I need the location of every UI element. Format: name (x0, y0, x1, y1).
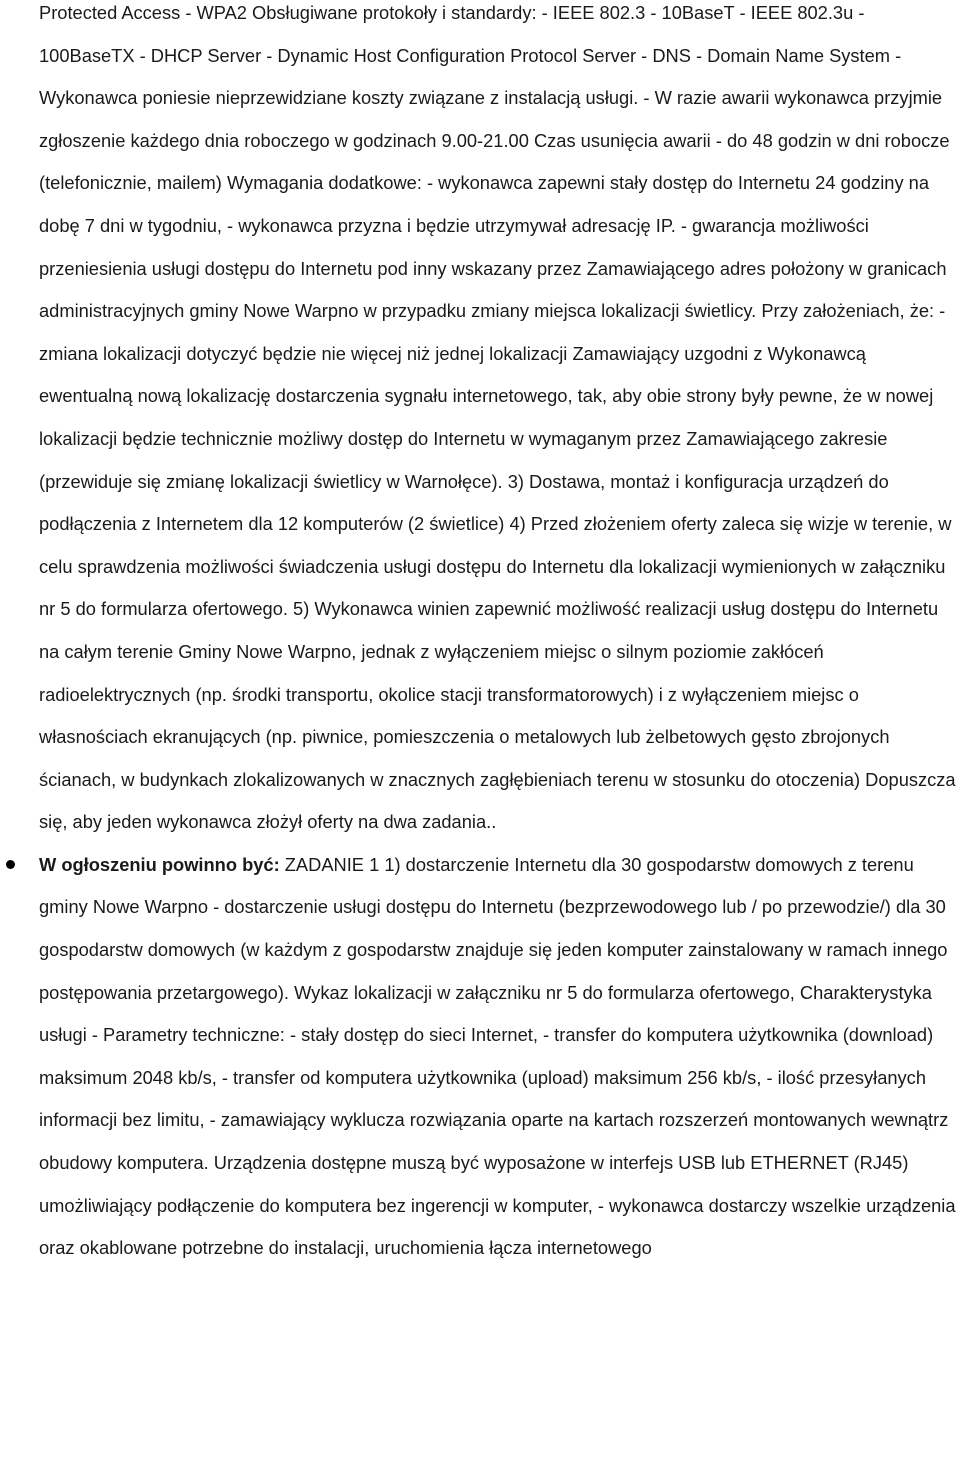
paragraph: Protected Access - WPA2 Obsługiwane protokoły i standardy: - IEEE 802.3 - 10BaseT - IEEE 802.3u - 100BaseTX - DHCP Server - Dynamic Host Configuration Protocol Server - DNS - Domain Name System - Wykonawca poniesie nieprzewidziane koszty związane z instalacją usługi. - W razie awarii wykonawca przyjmie zgłoszenie każdego dnia roboczego w godzinach 9.00-21.00 Czas usunięcia awarii - do 48 godzin w dni robocze (telefonicznie, mailem) Wymagania dodatkowe: - wykonawca zapewni stały dostęp do Internetu 24 godziny na dobę 7 dni w tygodniu, - wykonawca przyzna i będzie utrzymywał adresację IP. - gwarancja możliwości przeniesienia usługi dostępu do Internetu pod inny wskazany przez Zamawiającego adres położony w granicach administracyjnych gminy Nowe Warpno w przypadku zmiany miejsca lokalizacji świetlicy. Przy założeniach, że: - zmiana lokalizacji dotyczyć będzie nie więcej niż jednej lokalizacji Zamawiający uzgodni z Wykonawcą ewentualną nową lokalizację dostarczenia sygnału internetowego, tak, aby obie strony były pewne, że w nowej lokalizacji będzie technicznie możliwy dostęp do Internetu w wymaganym przez Zamawiającego zakresie (przewiduje się zmianę lokalizacji świetlicy w Warnołęce). 3) Dostawa, montaż i konfiguracja urządzeń do podłączenia z Internetem dla 12 komputerów (2 świetlice) 4) Przed złożeniem oferty zaleca się wizje w terenie, w celu sprawdzenia możliwości świadczenia usługi dostępu do Internetu dla lokalizacji wymienionych w załączniku nr 5 do formularza ofertowego. 5) Wykonawca winien zapewnić możliwość realizacji usług dostępu do Internetu na całym terenie Gminy Nowe Warpno, jednak z wyłączeniem miejsc o silnym poziomie zakłóceń radioelektrycznych (np. środki transportu, okolice stacji transformatorowych) i z wyłączeniem miejsc o własnościach ekranujących (np. piwnice, pomieszczenia o metalowych lub żelbetowych gęsto zbrojonych ścianach, w budynkach zlokalizowanych w znacznych zagłębieniach terenu w stosunku do otoczenia) Dopuszcza się, aby jeden wykonawca złożył oferty na dwa zadania.. (39, 2, 956, 833)
bullet-list-item (39, 844, 960, 1270)
bullet-lead-bold: W ogłoszeniu powinno być: (39, 853, 280, 875)
bullet-icon (6, 860, 15, 869)
document-body (39, 0, 960, 1270)
bullet-text: ZADANIE 1 1) dostarczenie Internetu dla 30 gospodarstw domowych z terenu gminy Nowe Warpno - dostarczenie usługi dostępu do Internetu (bezprzewodowego lub / po przewodzie/) dla 30 gospodarstw domowych (w każdym z gospodarstw znajduje się jeden komputer zainstalowany w ramach innego postępowania przetargowego). Wykaz lokalizacji w załączniku nr 5 do formularza ofertowego, Charakterystyka usługi - Parametry techniczne: - stały dostęp do sieci Internet, - transfer do komputera użytkownika (download) maksimum 2048 kb/s, - transfer od komputera użytkownika (upload) maksimum 256 kb/s, - ilość przesyłanych informacji bez limitu, - zamawiający wyklucza rozwiązania oparte na kartach rozszerzeń montowanych wewnątrz obudowy komputera. Urządzenia dostępne muszą być wyposażone w interfejs USB lub ETHERNET (RJ45) umożliwiający podłączenie do komputera bez ingerencji w komputer, - wykonawca dostarczy wszelkie urządzenia oraz okablowane potrzebne do instalacji, uruchomienia łącza internetowego (39, 853, 956, 1259)
